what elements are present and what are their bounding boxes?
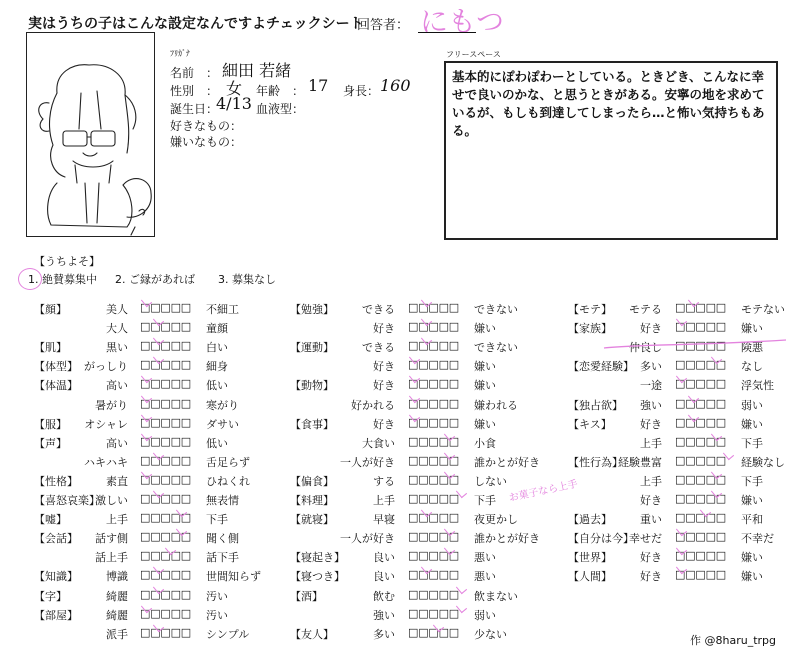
likes-label: 好きなもの：	[170, 119, 243, 133]
trait-left-label: 重い	[640, 513, 662, 527]
trait-left-label: 好き	[373, 417, 395, 431]
trait-category: 【部屋】	[34, 608, 78, 622]
trait-right-label: 下手	[474, 494, 496, 507]
trait-left-label: ハキハキ	[84, 455, 128, 469]
trait-left-label: できる	[362, 341, 395, 355]
uchiyoso-selection-circle	[18, 268, 42, 290]
trait-right-label: 嫌われる	[474, 398, 518, 412]
trait-right-label: 白い	[206, 341, 228, 355]
trait-category: 【会話】	[34, 532, 78, 546]
trait-left-label: 話上手	[95, 551, 128, 565]
trait-checkboxes: □□□□□	[675, 434, 726, 448]
trait-category: 【キス】	[568, 417, 612, 431]
trait-left-label: 素直	[106, 474, 128, 488]
birthday-value: 4/13	[216, 94, 252, 113]
trait-left-label: 綺麗	[106, 608, 128, 622]
dislikes-label: 嫌いなもの：	[170, 135, 243, 149]
height-value: 160	[380, 76, 411, 95]
trait-checkboxes: □□□□□	[140, 377, 191, 391]
trait-checkboxes: □□□□□	[675, 549, 726, 563]
trait-checkboxes: □□□□□	[408, 358, 459, 372]
trait-checkboxes: □□□□□	[140, 320, 191, 334]
trait-checkboxes: □□□□□	[140, 415, 191, 429]
trait-checkboxes: □□□□□	[675, 339, 726, 353]
trait-category: 【食事】	[290, 417, 334, 431]
trait-checkboxes: □□□□□	[140, 606, 191, 620]
trait-left-label: 早寝	[373, 513, 395, 527]
trait-right-label: 飲まない	[474, 589, 518, 603]
trait-right-label: できない	[474, 341, 518, 355]
trait-right-label: 舌足らず	[206, 455, 250, 469]
strikethrough-annotation	[600, 336, 790, 356]
trait-checkboxes: □□□□□	[408, 434, 459, 448]
trait-checkboxes: □□□□□	[140, 587, 191, 601]
trait-category: 【運動】	[290, 341, 334, 355]
trait-category: 【世界】	[568, 551, 612, 565]
trait-right-label: 険悪	[741, 341, 763, 355]
trait-right-label: 世間知らず	[206, 570, 261, 584]
gender-value: 女	[226, 79, 243, 98]
trait-right-label: シンプル	[206, 627, 250, 641]
trait-left-label: 一人が好き	[340, 455, 395, 469]
trait-category: 【人間】	[568, 570, 612, 584]
trait-category: 【肌】	[34, 341, 67, 355]
trait-checkboxes: □□□□□	[408, 511, 459, 525]
trait-checkboxes: □□□□□	[675, 301, 726, 314]
trait-right-label: 経験なし	[741, 455, 785, 469]
trait-checkboxes: □□□□□	[675, 472, 726, 486]
trait-category: 【体温】	[34, 379, 78, 393]
trait-category: 【料理】	[290, 494, 334, 507]
trait-left-label: 激しい	[95, 494, 128, 507]
trait-category: 【声】	[34, 436, 67, 450]
trait-left-label: 良い	[373, 551, 395, 565]
trait-right-label: 弱い	[741, 398, 763, 412]
trait-left-label: 幸せだ	[629, 532, 662, 546]
trait-right-label: 嫌い	[741, 322, 763, 336]
trait-checkboxes: □□□□□	[408, 320, 459, 334]
character-sketch	[27, 33, 154, 236]
trait-left-label: 好き	[373, 379, 395, 393]
trait-right-label: 汚い	[206, 608, 228, 622]
trait-left-label: がっしり	[84, 360, 128, 374]
trait-category: 【自分は今】	[568, 532, 634, 546]
trait-checkboxes: □□□□□	[408, 549, 459, 563]
trait-checkboxes: □□□□□	[408, 377, 459, 391]
trait-category: 【知識】	[34, 570, 78, 584]
trait-right-label: ダサい	[206, 417, 239, 431]
trait-left-label: 上手	[640, 474, 662, 488]
trait-left-label: 強い	[640, 398, 662, 412]
gender-label: 性別 ：	[170, 84, 219, 98]
trait-category: 【喜怒哀楽】	[34, 494, 100, 507]
trait-left-label: 話す側	[95, 532, 128, 546]
trait-category: 【偏食】	[290, 474, 334, 488]
trait-category: 【酒】	[290, 589, 323, 603]
trait-right-label: 悪い	[474, 551, 496, 565]
trait-checkboxes: □□□□□	[408, 339, 459, 353]
respondent-underline	[418, 32, 476, 33]
trait-checkboxes: □□□□□	[675, 415, 726, 429]
trait-checkboxes: □□□□□	[408, 492, 459, 505]
trait-checkboxes: □□□□□	[408, 568, 459, 582]
trait-right-label: 低い	[206, 436, 228, 450]
trait-left-label: 一途	[640, 379, 662, 393]
trait-category: 【服】	[34, 417, 67, 431]
trait-category: 【体型】	[34, 360, 78, 374]
trait-checkboxes: □□□□□	[675, 377, 726, 391]
trait-right-label: 嫌い	[474, 417, 496, 431]
trait-right-label: 嫌い	[741, 570, 763, 584]
trait-left-label: 仲良し	[629, 341, 662, 355]
trait-left-label: 好かれる	[351, 398, 395, 412]
trait-category: 【勉強】	[290, 303, 334, 316]
uchiyoso-option-3: 3. 募集なし	[218, 273, 276, 286]
trait-right-label: 無表情	[206, 494, 239, 507]
trait-checkboxes: □□□□□	[140, 549, 191, 563]
trait-right-label: しない	[474, 474, 507, 488]
trait-category: 【モテ】	[568, 303, 612, 316]
trait-checkboxes: □□□□□	[408, 587, 459, 601]
trait-left-label: 大食い	[362, 436, 395, 450]
birthday-label: 誕生日：	[170, 102, 219, 116]
trait-checkboxes: □□□□□	[408, 606, 459, 620]
trait-right-label: 嫌い	[474, 360, 496, 374]
trait-left-label: オシャレ	[84, 417, 128, 431]
trait-right-label: 不幸だ	[741, 532, 774, 546]
trait-checkboxes: □□□□□	[408, 625, 459, 639]
trait-right-label: 汚い	[206, 589, 228, 603]
free-space-text: 基本的にぽわぽわーとしている。ときどき、こんなに幸せで良いのかな、と思うときがある。安寧の地を求めているが、もしも到達してしまったら…と怖い気持ちもある。	[452, 69, 765, 138]
trait-checkboxes: □□□□□	[408, 530, 459, 544]
trait-right-label: 夜更かし	[474, 513, 518, 527]
trait-right-label: 誰かとが好き	[474, 532, 540, 546]
trait-left-label: 一人が好き	[340, 532, 395, 546]
name-label: 名前 ：	[170, 66, 219, 80]
trait-right-label: 誰かとが好き	[474, 455, 540, 469]
trait-category: 【恋愛経験】	[568, 360, 634, 374]
trait-left-label: 良い	[373, 570, 395, 584]
trait-checkboxes: □□□□□	[408, 301, 459, 314]
trait-right-label: ひねくれ	[206, 474, 250, 488]
trait-right-label: 寒がり	[206, 398, 239, 412]
trait-right-label: モテない	[741, 303, 785, 316]
trait-checkboxes: □□□□□	[408, 396, 459, 410]
trait-left-label: 綺麗	[106, 589, 128, 603]
trait-category: 【就寝】	[290, 513, 334, 527]
trait-checkboxes: □□□□□	[408, 453, 459, 467]
trait-left-label: 高い	[106, 436, 128, 450]
portrait-frame	[26, 32, 155, 237]
blood-type-label: 血液型：	[256, 102, 305, 116]
trait-left-label: 好き	[640, 570, 662, 584]
trait-left-label: 飲む	[373, 589, 395, 603]
trait-checkboxes: □□□□□	[140, 625, 191, 639]
trait-checkboxes: □□□□□	[140, 453, 191, 467]
trait-left-label: 上手	[106, 513, 128, 527]
trait-checkboxes: □□□□□	[140, 472, 191, 486]
trait-right-label: 下手	[206, 513, 228, 527]
trait-category: 【独占欲】	[568, 398, 623, 412]
trait-right-label: 嫌い	[741, 417, 763, 431]
trait-category: 【過去】	[568, 513, 612, 527]
trait-right-label: 下手	[741, 436, 763, 450]
trait-category: 【性格】	[34, 474, 78, 488]
trait-right-label: 悪い	[474, 570, 496, 584]
trait-right-label: 細身	[206, 360, 228, 374]
trait-checkboxes: □□□□□	[675, 568, 726, 582]
trait-checkboxes: □□□□□	[140, 396, 191, 410]
trait-checkboxes: □□□□□	[140, 492, 191, 505]
trait-left-label: 博識	[106, 570, 128, 584]
trait-left-label: 暑がり	[95, 398, 128, 412]
trait-left-label: 派手	[106, 627, 128, 641]
trait-left-label: 好き	[373, 360, 395, 374]
trait-left-label: 美人	[106, 303, 128, 316]
trait-right-label: 嫌い	[474, 322, 496, 336]
trait-category: 【性行為】	[568, 455, 623, 469]
trait-checkboxes: □□□□□	[140, 511, 191, 525]
trait-category: 【動物】	[290, 379, 334, 393]
trait-checkboxes: □□□□□	[675, 511, 726, 525]
trait-right-label: 弱い	[474, 608, 496, 622]
height-label: 身長：	[343, 84, 380, 98]
furigana-label: ﾌﾘｶﾞﾅ	[170, 49, 190, 58]
trait-left-label: 多い	[640, 360, 662, 374]
trait-left-label: 大人	[106, 322, 128, 336]
trait-right-label: 不細工	[206, 303, 239, 316]
trait-left-label: 好き	[373, 322, 395, 336]
trait-right-label: なし	[741, 360, 763, 374]
trait-left-label: 経験豊富	[618, 455, 662, 469]
trait-category: 【字】	[34, 589, 67, 603]
trait-right-label: 嫌い	[741, 494, 763, 507]
trait-left-label: 好き	[640, 494, 662, 507]
trait-right-label: 少ない	[474, 627, 507, 641]
respondent-label: 回答者：	[357, 18, 410, 33]
trait-checkboxes: □□□□□	[675, 492, 726, 505]
free-space-label: フリースペース	[446, 50, 501, 59]
trait-left-label: 上手	[640, 436, 662, 450]
sheet-title: 実はうちの子はこんな設定なんですよチェックシート	[28, 16, 364, 32]
trait-right-label: できない	[474, 303, 518, 316]
trait-left-label: 好き	[640, 322, 662, 336]
trait-checkboxes: □□□□□	[675, 453, 726, 467]
trait-left-label: 好き	[640, 417, 662, 431]
trait-right-label: 嫌い	[741, 551, 763, 565]
trait-category: 【嘘】	[34, 513, 67, 527]
trait-checkboxes: □□□□□	[408, 415, 459, 429]
trait-checkboxes: □□□□□	[140, 301, 191, 314]
trait-left-label: モテる	[629, 303, 662, 316]
trait-right-label: 童顔	[206, 322, 228, 336]
trait-checkboxes: □□□□□	[140, 568, 191, 582]
trait-category: 【顔】	[34, 303, 67, 316]
trait-right-label: 浮気性	[741, 379, 774, 393]
trait-right-label: 話下手	[206, 551, 239, 565]
trait-right-label: 平和	[741, 513, 763, 527]
trait-right-label: 小食	[474, 436, 496, 450]
trait-category: 【寝起き】	[290, 551, 345, 565]
age-value: 17	[308, 76, 329, 95]
trait-checkboxes: □□□□□	[675, 358, 726, 372]
trait-category: 【寝つき】	[290, 570, 345, 584]
trait-checkboxes: □□□□□	[675, 320, 726, 334]
trait-checkboxes: □□□□□	[140, 358, 191, 372]
uchiyoso-option-2: 2. ご縁があれば	[115, 273, 195, 286]
age-label: 年齢 ：	[256, 84, 305, 98]
uchiyoso-title: 【うちよそ】	[34, 255, 100, 268]
trait-left-label: 強い	[373, 608, 395, 622]
trait-left-label: 上手	[373, 494, 395, 507]
trait-checkboxes: □□□□□	[408, 472, 459, 486]
respondent-name: にもつ	[420, 5, 505, 38]
trait-category: 【友人】	[290, 627, 334, 641]
trait-left-label: 高い	[106, 379, 128, 393]
trait-left-label: できる	[362, 303, 395, 316]
name-value: 細田 若緒	[222, 61, 292, 80]
trait-right-label: 低い	[206, 379, 228, 393]
uchiyoso-option-1: 1. 絶賛募集中	[28, 273, 97, 286]
trait-right-label: 嫌い	[474, 379, 496, 393]
trait-right-label: 下手	[741, 474, 763, 488]
trait-left-label: する	[373, 474, 395, 488]
trait-checkboxes: □□□□□	[675, 530, 726, 544]
trait-checkboxes: □□□□□	[140, 434, 191, 448]
trait-checkboxes: □□□□□	[140, 339, 191, 353]
cooking-handwritten-note: お菓子なら上手	[508, 478, 579, 505]
trait-left-label: 多い	[373, 627, 395, 641]
trait-right-label: 聞く側	[206, 532, 239, 546]
trait-category: 【家族】	[568, 322, 612, 336]
trait-left-label: 黒い	[106, 341, 128, 355]
trait-left-label: 好き	[640, 551, 662, 565]
trait-checkboxes: □□□□□	[675, 396, 726, 410]
trait-checkboxes: □□□□□	[140, 530, 191, 544]
credit: 作 @8haru_trpg	[690, 634, 777, 647]
